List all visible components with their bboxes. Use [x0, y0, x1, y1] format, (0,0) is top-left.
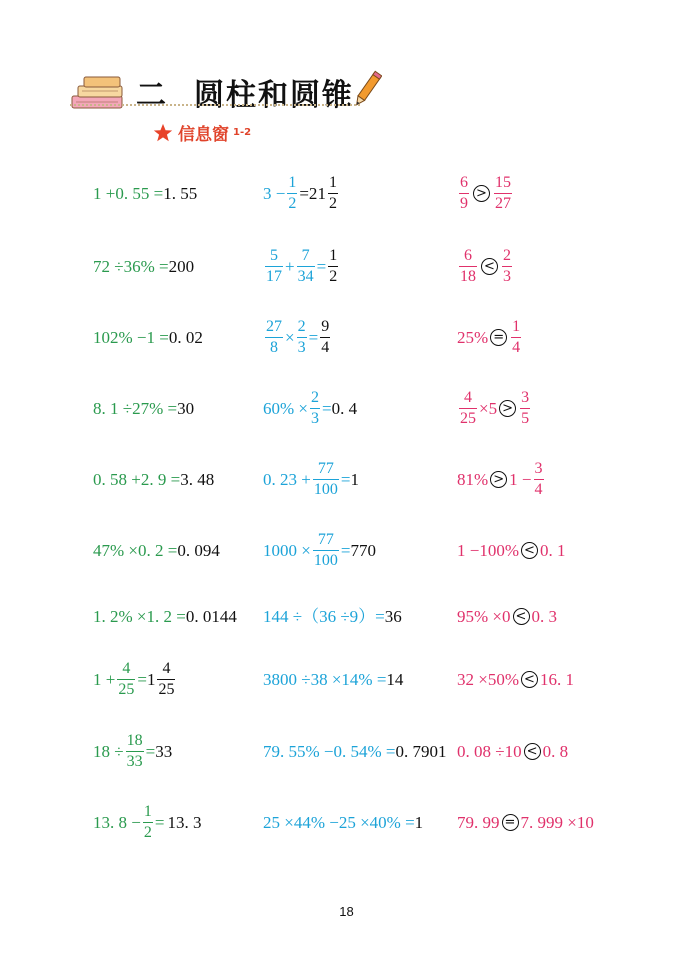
equals: =	[308, 327, 319, 347]
expr: 0. 3	[531, 606, 557, 626]
operator: +	[285, 256, 295, 276]
expr: 25%	[457, 327, 489, 347]
fraction: $\frac{3}{5}$	[521, 388, 530, 427]
problem-col3	[457, 792, 594, 852]
expr: 1000 ×	[263, 540, 311, 560]
info-label: 信息窗	[178, 125, 229, 145]
answer: 1	[350, 469, 359, 489]
chapter-title	[136, 70, 354, 114]
fraction: $\frac{6}{18}$	[460, 246, 476, 285]
answer: 0. 02	[168, 327, 203, 347]
expr: 0. 58 +2. 9 =	[93, 469, 181, 489]
fraction: $\frac{1}{4}$	[512, 317, 521, 356]
problem-col1	[93, 792, 201, 852]
equals: =	[137, 669, 147, 689]
expr: 0. 23 +	[263, 469, 311, 489]
expr: 1 −	[509, 469, 532, 489]
problem-col1	[93, 649, 177, 709]
expr: 95% ×0	[457, 606, 511, 626]
compare-symbol: =	[502, 814, 519, 831]
equals: =	[340, 540, 351, 560]
problem-col2	[263, 520, 376, 580]
compare-symbol: >	[499, 400, 516, 417]
problem-row	[0, 649, 693, 709]
page-number: 18	[339, 904, 354, 919]
answer: 200	[168, 256, 195, 276]
chapter-number: 二	[136, 78, 168, 113]
problem-col2	[263, 163, 340, 223]
compare-symbol: <	[513, 608, 530, 625]
problem-row	[0, 307, 693, 367]
expr: 0. 1	[540, 540, 566, 560]
fraction: $\frac{6}{9}$	[460, 173, 468, 212]
problem-col3	[457, 721, 568, 781]
fraction: $\frac{27}{8}$	[266, 317, 282, 356]
expr: 1 +	[93, 669, 116, 689]
answer-fraction: $\frac{1}{2}$	[329, 246, 338, 285]
problem-col1	[93, 236, 194, 296]
problem-col1	[93, 307, 203, 367]
expr: 81%	[457, 469, 489, 489]
problem-col2	[263, 586, 402, 646]
answer: 13. 3	[167, 812, 202, 832]
compare-symbol: <	[481, 258, 498, 275]
expr: 102% −1 =	[93, 327, 169, 347]
info-window-heading	[152, 120, 251, 144]
problem-col3	[457, 520, 566, 580]
problem-row	[0, 792, 693, 852]
expr: 79. 55% −0. 54% =	[263, 741, 396, 761]
expr: 3 −	[263, 183, 286, 203]
equals: =	[154, 812, 165, 832]
expr: 0. 08 ÷10	[457, 741, 522, 761]
problem-col1	[93, 721, 172, 781]
problem-col3	[457, 449, 546, 509]
info-sub: 1-2	[233, 127, 252, 138]
answer: =2	[299, 183, 318, 203]
compare-symbol: <	[521, 542, 538, 559]
problem-col3	[457, 307, 523, 367]
star-icon	[152, 122, 174, 144]
expr: 32 ×50%	[457, 669, 519, 689]
problem-row	[0, 520, 693, 580]
expr: 1 −100%	[457, 540, 519, 560]
answer-whole: 1	[317, 183, 326, 203]
expr: 79. 99	[457, 812, 500, 832]
answer-fraction: $\frac{1}{2}$	[328, 173, 337, 212]
fraction: $\frac{1}{2}$	[143, 802, 152, 841]
expr: 18 ÷	[93, 741, 124, 761]
expr: ×5	[479, 398, 498, 418]
fraction: $\frac{3}{4}$	[534, 459, 543, 498]
fraction: $\frac{77}{100}$	[313, 459, 338, 498]
expr: 7. 999 ×10	[520, 812, 594, 832]
fraction: $\frac{2}{3}$	[297, 317, 306, 356]
problem-row	[0, 236, 693, 296]
problem-col1	[93, 520, 220, 580]
compare-symbol: <	[524, 743, 541, 760]
answer-whole: 1	[146, 669, 156, 689]
fraction: $\frac{77}{100}$	[313, 530, 338, 569]
answer: 1. 55	[163, 183, 198, 203]
problem-col2	[263, 449, 359, 509]
problem-col2	[263, 307, 332, 367]
answer: 1	[414, 812, 424, 832]
books-icon	[70, 74, 130, 112]
compare-symbol: >	[490, 471, 507, 488]
expr: 47% ×0. 2 =	[93, 540, 178, 560]
answer-fraction: $\frac{9}{4}$	[321, 317, 330, 356]
fraction: $\frac{18}{33}$	[126, 731, 143, 770]
fraction: $\frac{2}{3}$	[311, 388, 319, 427]
chapter-name: 圆柱和圆锥	[194, 78, 354, 113]
compare-symbol: =	[490, 329, 507, 346]
fraction: $\frac{5}{17}$	[266, 246, 282, 285]
problem-col3	[457, 236, 514, 296]
expr: 3800 ÷38 ×14% =	[263, 669, 387, 689]
expr: 1 +0. 55 =	[93, 183, 164, 203]
problem-col2	[263, 378, 357, 438]
equals: =	[322, 398, 332, 418]
problem-row	[0, 163, 693, 223]
answer: 14	[386, 669, 404, 689]
expr: 144 ÷（36 ÷9）=	[263, 606, 385, 626]
problem-col3	[457, 378, 532, 438]
fraction: $\frac{1}{2}$	[288, 173, 297, 212]
fraction: $\frac{7}{34}$	[297, 246, 314, 285]
answer: 0. 7901	[395, 741, 447, 761]
fraction: $\frac{15}{27}$	[495, 173, 511, 212]
equals: =	[316, 256, 327, 276]
problem-row	[0, 378, 693, 438]
problem-row	[0, 586, 693, 646]
problem-col3	[457, 586, 557, 646]
expr: 72 ÷36% =	[93, 256, 169, 276]
expr: 25 ×44% −25 ×40% =	[263, 812, 415, 832]
expr: 60% ×	[263, 398, 308, 418]
answer: 770	[350, 540, 376, 560]
answer: 30	[177, 398, 195, 418]
problem-row	[0, 449, 693, 509]
problem-col1	[93, 163, 197, 223]
fraction: $\frac{4}{25}$	[118, 659, 135, 698]
chapter-header	[70, 66, 390, 116]
expr: 13. 8 −	[93, 812, 141, 832]
expr: 8. 1 ÷27% =	[93, 398, 178, 418]
problem-col2	[263, 792, 423, 852]
problem-col1	[93, 378, 194, 438]
problem-col3	[457, 649, 574, 709]
problem-col2	[263, 721, 447, 781]
operator: ×	[285, 327, 295, 347]
answer: 0. 094	[177, 540, 220, 560]
problem-col3	[457, 163, 514, 223]
problem-col1	[93, 586, 237, 646]
problem-col2	[263, 236, 340, 296]
fraction: $\frac{2}{3}$	[503, 246, 511, 285]
fraction: $\frac{4}{25}$	[460, 388, 476, 427]
expr: 1. 2% ×1. 2 =	[93, 606, 186, 626]
answer: 0. 4	[331, 398, 358, 418]
problem-col2	[263, 649, 403, 709]
expr: 16. 1	[540, 669, 574, 689]
equals: =	[340, 469, 351, 489]
problem-row	[0, 721, 693, 781]
expr: 0. 8	[542, 741, 569, 761]
answer: 33	[155, 741, 173, 761]
compare-symbol: >	[473, 185, 490, 202]
equals: =	[145, 741, 156, 761]
answer-fraction: $\frac{4}{25}$	[158, 659, 175, 698]
header-divider	[70, 104, 360, 106]
answer: 3. 48	[180, 469, 215, 489]
answer: 0. 0144	[185, 606, 237, 626]
compare-symbol: <	[521, 671, 538, 688]
problem-col1	[93, 449, 214, 509]
answer: 36	[384, 606, 402, 626]
